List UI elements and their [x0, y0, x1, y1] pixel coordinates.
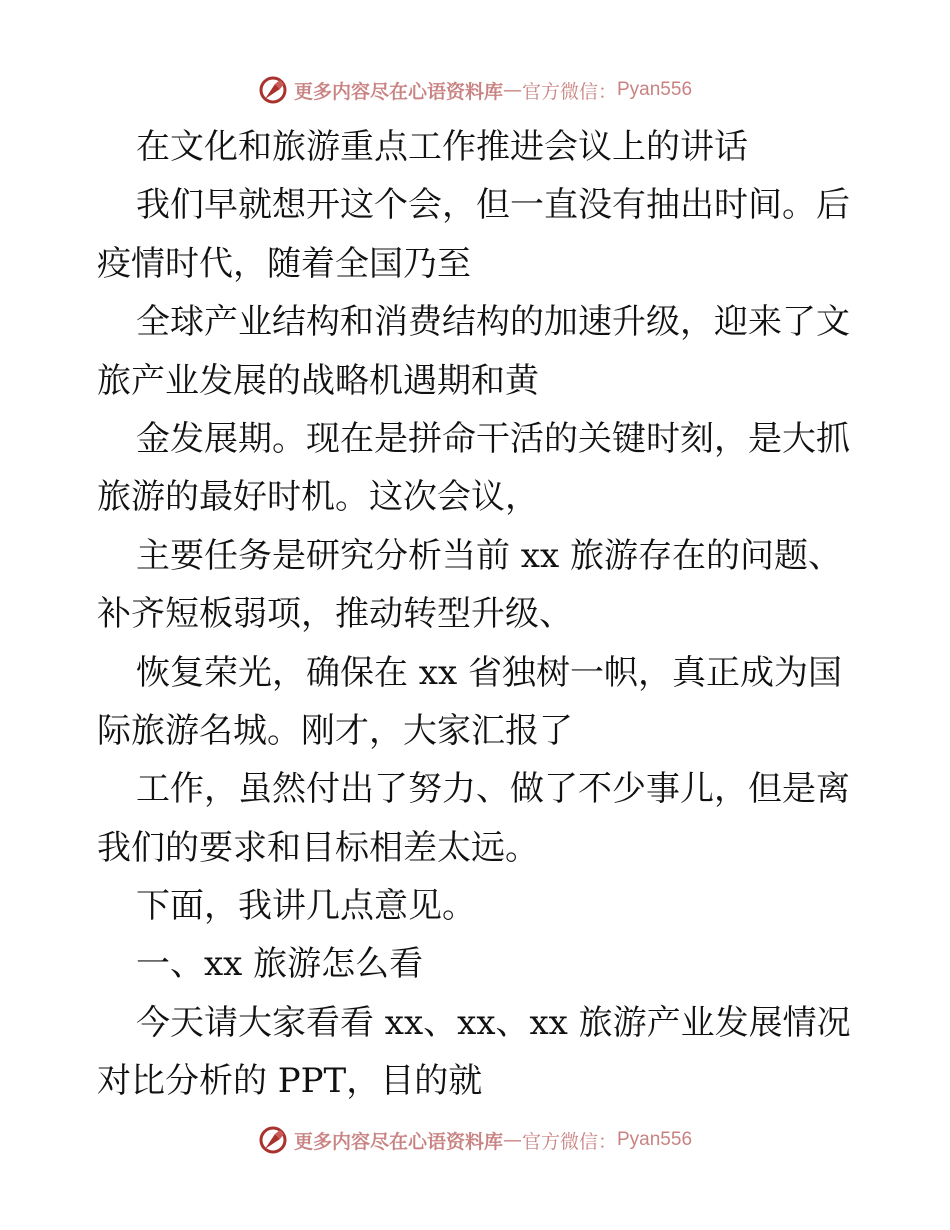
text-line: 下面，我讲几点意见。: [136, 886, 476, 927]
document-body: [97, 118, 857, 1111]
header-wechat-label: 官方微信：: [521, 80, 617, 103]
text-line: 今天请大家看看 xx、xx、xx 旅游产业发展情况: [136, 1002, 851, 1043]
header-watermark-banner: [0, 70, 950, 110]
text-line: 主要任务是研究分析当前 xx 旅游存在的问题、: [136, 535, 842, 576]
text-line: 际旅游名城。刚才，大家汇报了: [97, 710, 573, 751]
text-line: 我们早就想开这个会，但一直没有抽出时间。后: [136, 185, 850, 226]
header-wechat-account: Pyan556: [617, 79, 693, 100]
pen-nib-logo-icon: [258, 1125, 288, 1155]
header-slogan: 更多内容尽在心语资料库: [293, 80, 503, 103]
header-dash: —: [502, 79, 522, 101]
text-line: 全球产业结构和消费结构的加速升级，迎来了文: [136, 302, 850, 343]
text-line: 补齐短板弱项，推动转型升级、: [97, 594, 573, 635]
text-line: 旅产业发展的战略机遇期和黄: [97, 360, 539, 401]
footer-wechat-account: Pyan556: [617, 1129, 693, 1150]
section-heading: 一、xx 旅游怎么看: [136, 944, 424, 985]
document-title: 在文化和旅游重点工作推进会议上的讲话: [136, 127, 748, 167]
text-line: 恢复荣光，确保在 xx 省独树一帜，真正成为国: [136, 652, 842, 693]
text-line: 旅游的最好时机。这次会议，: [97, 477, 539, 518]
pen-nib-logo-icon: [258, 75, 288, 105]
footer-dash: —: [502, 1129, 522, 1151]
text-line: 工作，虽然付出了努力、做了不少事儿，但是离: [136, 769, 850, 810]
text-line: 我们的要求和目标相差太远。: [97, 827, 539, 868]
footer-wechat-label: 官方微信：: [521, 1130, 617, 1153]
text-line: 金发展期。现在是拼命干活的关键时刻，是大抓: [136, 418, 850, 459]
footer-slogan: 更多内容尽在心语资料库: [293, 1130, 503, 1153]
footer-watermark-banner: [0, 1120, 950, 1160]
text-line: 疫情时代，随着全国乃至: [97, 243, 471, 284]
text-line: 对比分析的 PPT，目的就: [97, 1061, 483, 1102]
